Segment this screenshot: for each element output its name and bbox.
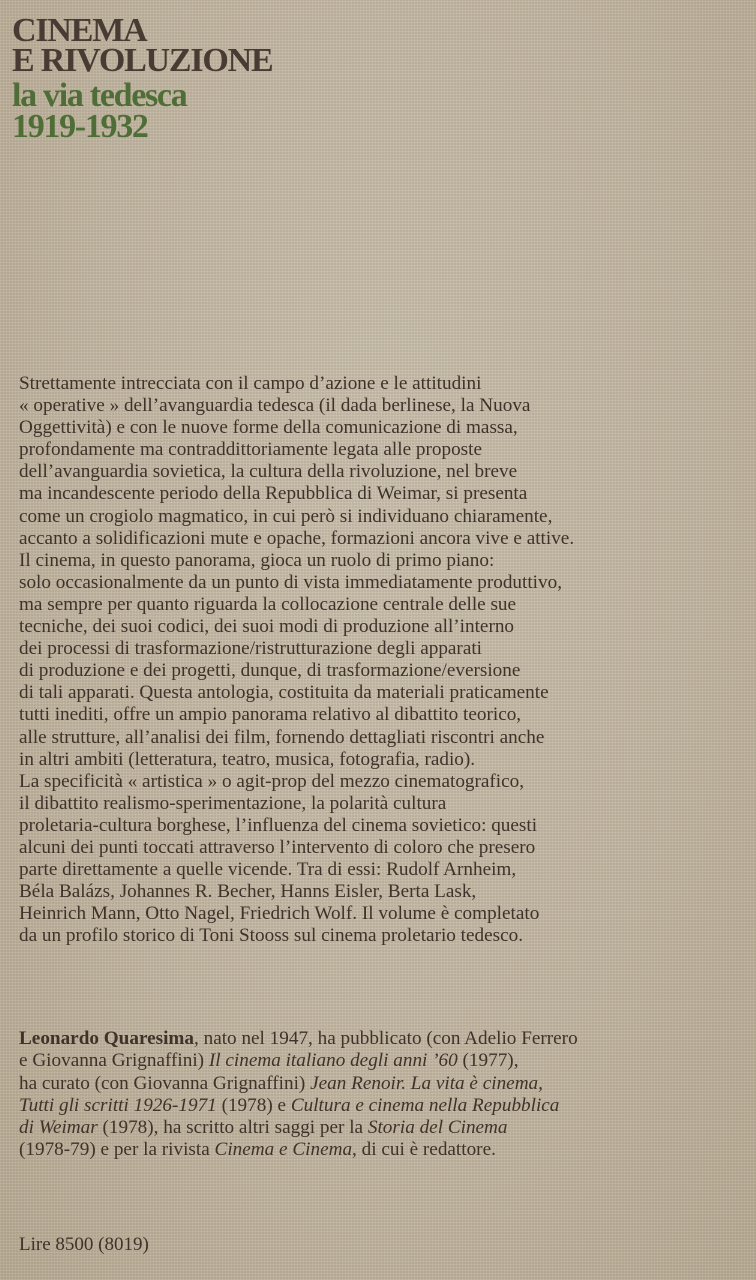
- book-title: di Weimar: [19, 1117, 98, 1139]
- blurb-line: dei processi di trasformazione/ristrutturazione degli apparati: [19, 638, 482, 660]
- bio-text: (1978), ha scritto altri saggi per la: [97, 1117, 368, 1139]
- blurb-line: di produzione e dei progetti, dunque, di trasformazione/eversione: [19, 660, 521, 682]
- book-title: Tutti gli scritti 1926-1971: [19, 1094, 217, 1116]
- blurb-line: profondamente ma contraddittoriamente legata alle proposte: [19, 439, 482, 461]
- blurb-line: da un profilo storico di Toni Stooss sul cinema proletario tedesco.: [19, 925, 524, 947]
- blurb-line: tutti inediti, offre un ampio panorama relativo al dibattito teorico,: [19, 704, 522, 726]
- blurb-line: tecniche, dei suoi codici, dei suoi modi di produzione all’interno: [19, 616, 515, 638]
- bio-text: (1977),: [457, 1050, 519, 1072]
- journal-title: Cinema e Cinema: [214, 1139, 353, 1161]
- bio-line: [19, 1050, 749, 1072]
- blurb-line: proletaria-cultura borghese, l’influenza del cinema sovietico: questi: [19, 814, 538, 836]
- book-title: Cultura e cinema nella Repubblica: [290, 1094, 560, 1116]
- blurb-line: Oggettività) e con le nuove forme della comunicazione di massa,: [19, 417, 518, 439]
- blurb-line: ma sempre per quanto riguarda la collocazione centrale delle sue: [19, 593, 517, 615]
- bio-line: [19, 1095, 749, 1117]
- blurb-line: parte direttamente a quelle vicende. Tra di essi: Rudolf Arnheim,: [19, 859, 517, 881]
- blurb-line: Strettamente intrecciata con il campo d’azione e le attitudini: [19, 373, 482, 394]
- blurb-line: « operative » dell’avanguardia tedesca (il dada berlinese, la Nuova: [19, 395, 531, 417]
- blurb-line: Béla Balázs, Johannes R. Becher, Hanns Eisler, Berta Lask,: [19, 881, 477, 903]
- blurb-line: La specificità « artistica » o agit-prop del mezzo cinematografico,: [19, 770, 525, 792]
- bio-text: , di cui è redattore.: [352, 1139, 496, 1161]
- blurb-line: il dibattito realismo-sperimentazione, la polarità cultura: [19, 792, 447, 814]
- bio-text: (1978) e: [216, 1094, 291, 1116]
- title-line-2: E RIVOLUZIONE: [12, 42, 273, 79]
- bio-line: [19, 1139, 749, 1161]
- blurb-line: accanto a solidificazioni mute e opache, formazioni ancora vive e attive.: [19, 527, 575, 549]
- blurb-line: Heinrich Mann, Otto Nagel, Friedrich Wolf. Il volume è completato: [19, 903, 540, 925]
- book-title: Il cinema italiano degli anni ’60: [208, 1050, 458, 1072]
- title-block: [12, 12, 273, 145]
- blurb-line: Il cinema, in questo panorama, gioca un ruolo di primo piano:: [19, 549, 495, 571]
- book-title: Jean Renoir. La vita è cinema,: [310, 1072, 543, 1094]
- bio-line: [19, 1117, 749, 1139]
- title-line-1: CINEMA: [12, 12, 147, 49]
- book-title: Storia del Cinema: [367, 1117, 508, 1139]
- blurb-paragraph: [19, 373, 749, 947]
- bio-text: , nato nel 1947, ha pubblicato (con Adelio Ferrero: [194, 1028, 578, 1049]
- bio-line: [19, 1028, 749, 1050]
- blurb-line: alcuni dei punti toccati attraverso l’intervento di coloro che presero: [19, 836, 536, 858]
- bio-line: [19, 1073, 749, 1095]
- price-label: Lire 8500 (8019): [19, 1234, 149, 1255]
- subtitle-line-2: 1919-1932: [12, 108, 148, 145]
- author-name: Leonardo Quaresima: [19, 1028, 195, 1049]
- bio-text: e Giovanna Grignaffini): [19, 1050, 209, 1072]
- author-bio: [19, 1028, 749, 1162]
- blurb-line: come un crogiolo magmatico, in cui però si individuano chiaramente,: [19, 505, 553, 527]
- blurb-line: dell’avanguardia sovietica, la cultura della rivoluzione, nel breve: [19, 461, 518, 483]
- bio-text: (1978-79) e per la rivista: [19, 1139, 215, 1161]
- blurb-line: alle strutture, all’analisi dei film, fornendo dettagliati riscontri anche: [19, 726, 545, 748]
- blurb-line: solo occasionalmente da un punto di vista immediatamente produttivo,: [19, 571, 562, 593]
- subtitle-line-1: la via tedesca: [12, 77, 187, 114]
- blurb-line: in altri ambiti (letteratura, teatro, musica, fotografia, radio).: [19, 748, 476, 770]
- blurb-line: ma incandescente periodo della Repubblica di Weimar, si presenta: [19, 483, 528, 505]
- blurb-line: di tali apparati. Questa antologia, costituita da materiali praticamente: [19, 682, 549, 704]
- bio-text: ha curato (con Giovanna Grignaffini): [19, 1072, 311, 1094]
